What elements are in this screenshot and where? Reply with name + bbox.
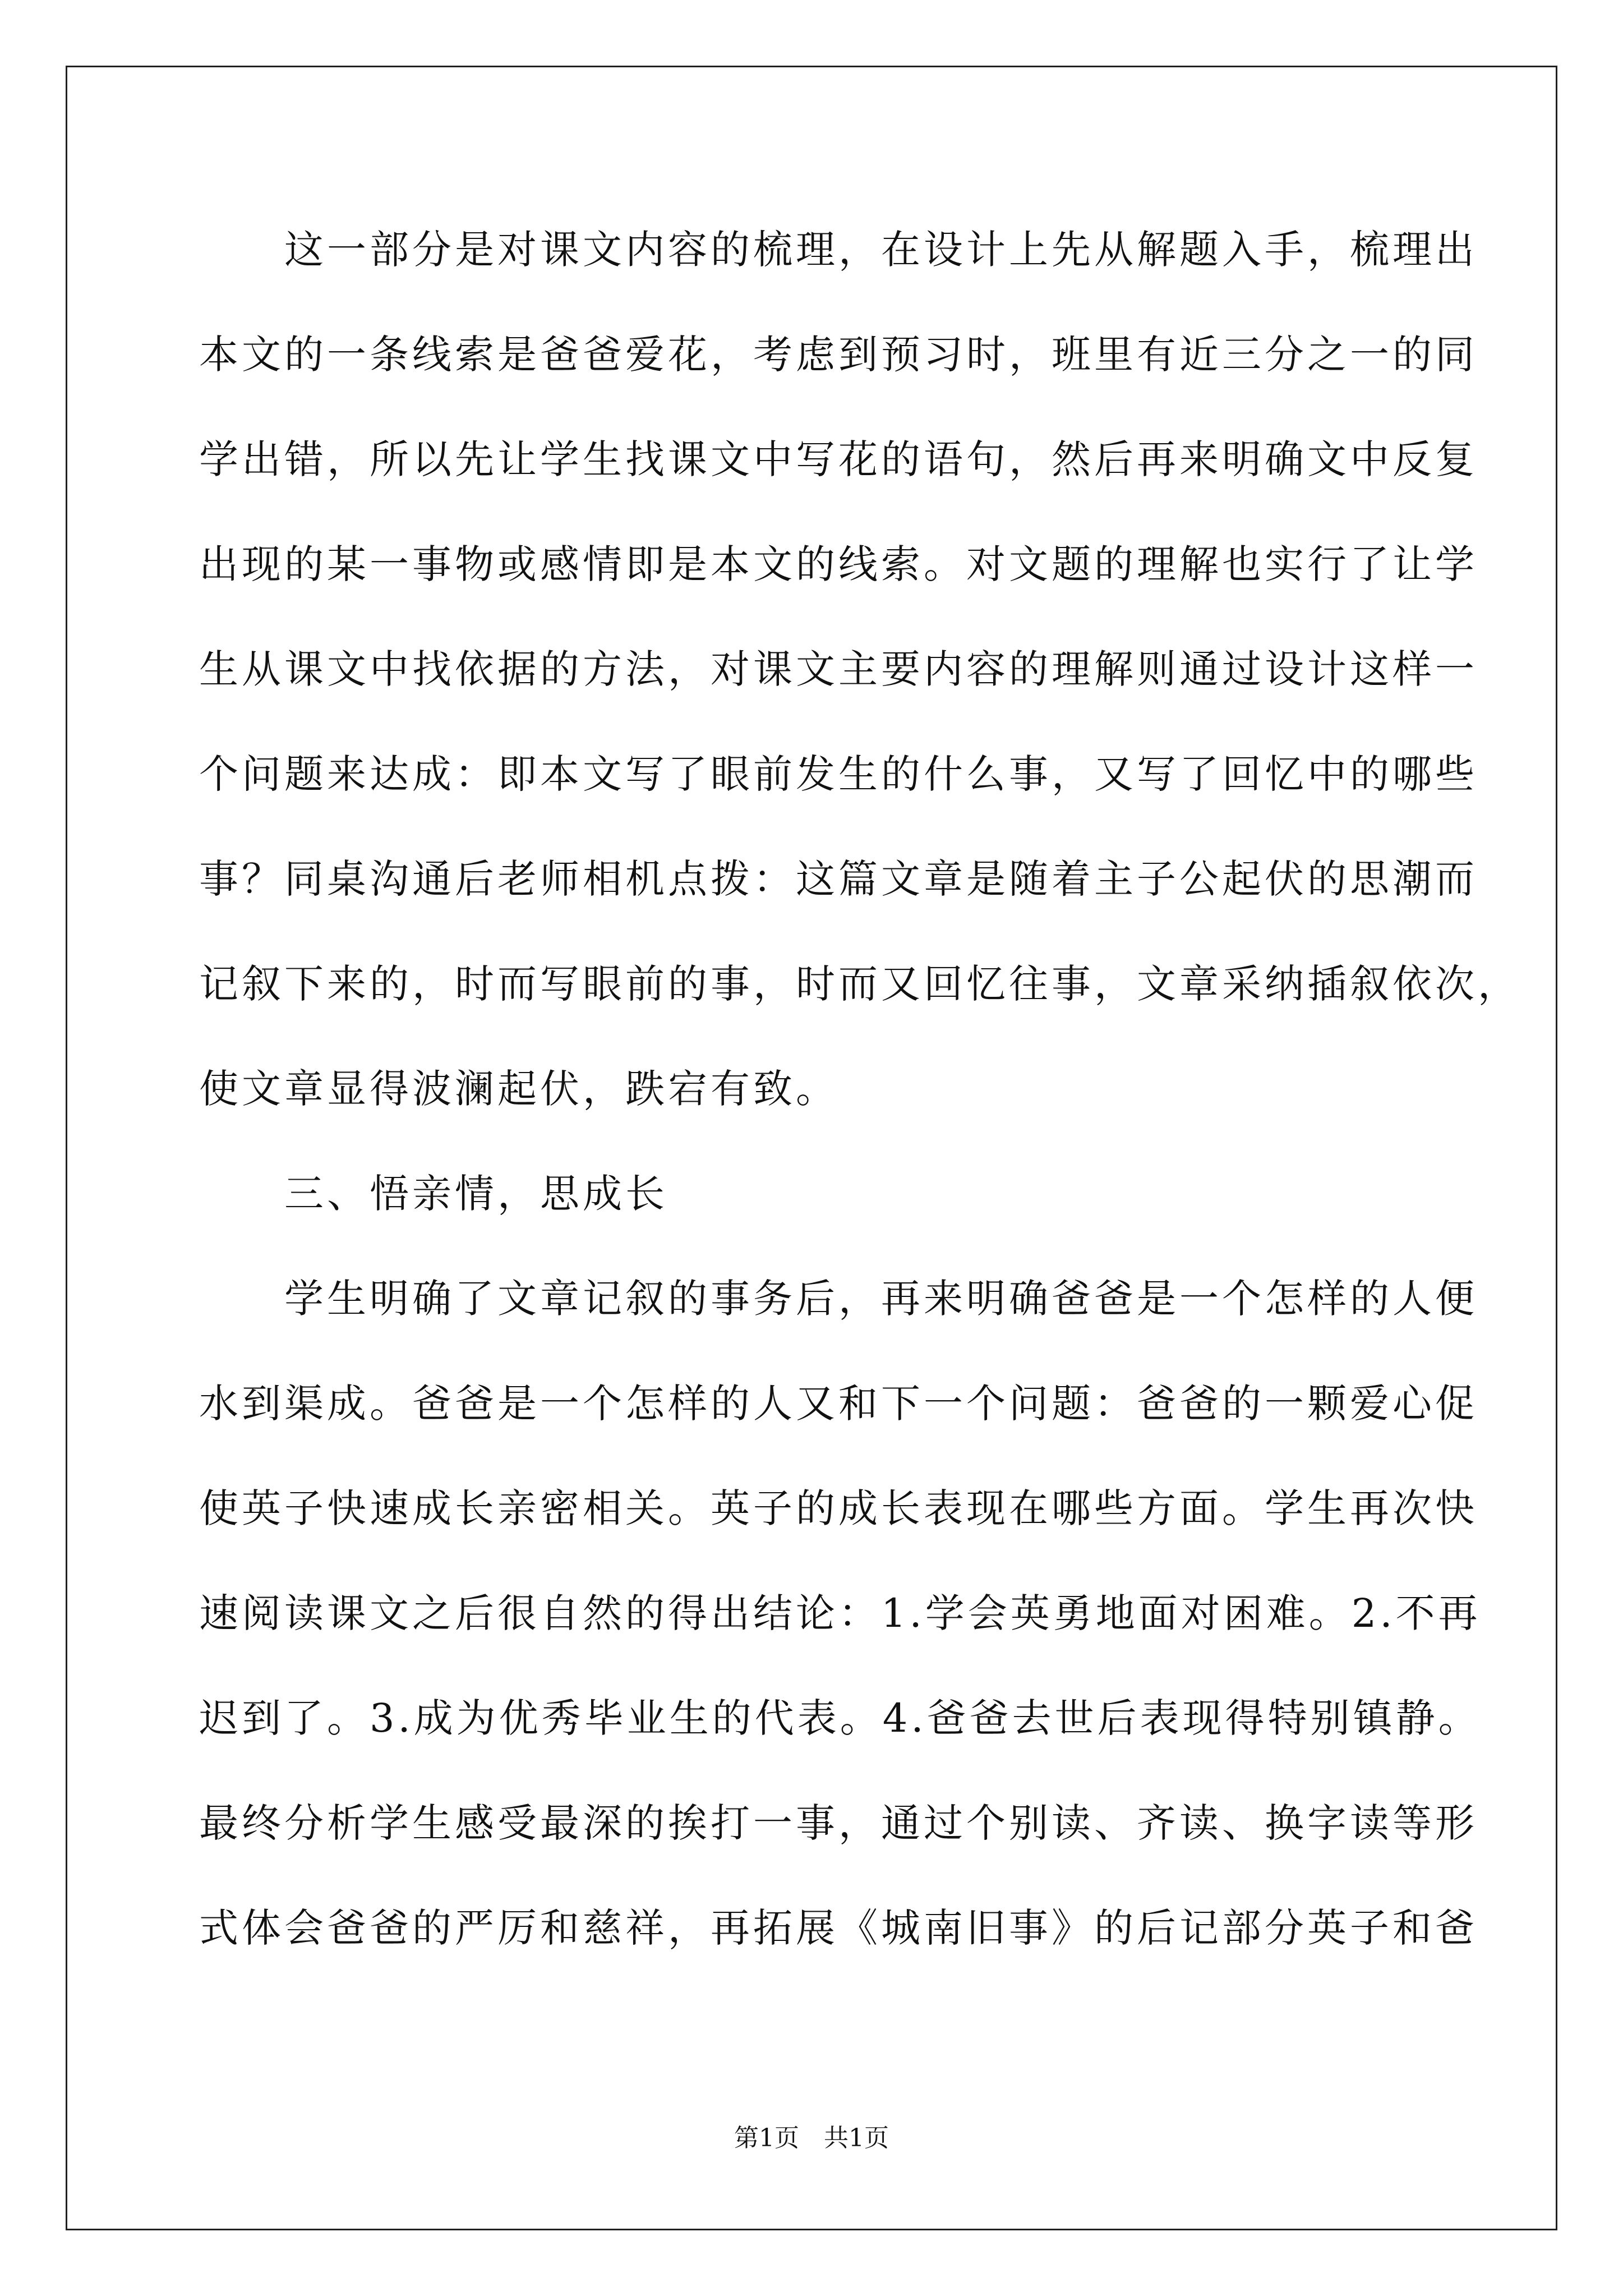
text-line: 记叙下来的，时而写眼前的事，时而又回忆往事，文章采纳插叙依次， [199, 961, 1520, 1007]
text-line: 式体会爸爸的严厉和慈祥，再拓展《城南旧事》的后记部分英子和爸 [199, 1905, 1478, 1951]
text-line: 迟到了。3.成为优秀毕业生的代表。4.爸爸去世后表现得特别镇静。 [199, 1695, 1481, 1741]
text-line: 事？同桌沟通后老师相机点拨：这篇文章是随着主子公起伏的思潮而 [199, 856, 1478, 902]
text-line: 使英子快速成长亲密相关。英子的成长表现在哪些方面。学生再次快 [199, 1485, 1478, 1531]
text-line: 水到渠成。爸爸是一个怎样的人又和下一个问题：爸爸的一颗爱心促 [199, 1381, 1478, 1427]
text-line: 学出错，所以先让学生找课文中写花的语句，然后再来明确文中反复 [199, 436, 1478, 482]
section-heading: 三、悟亲情，思成长 [199, 1171, 668, 1217]
text-line: 速阅读课文之后很自然的得出结论：1.学会英勇地面对困难。2.不再 [199, 1590, 1481, 1636]
text-line: 生从课文中找依据的方法，对课文主要内容的理解则通过设计这样一 [199, 646, 1478, 692]
text-line: 使文章显得波澜起伏，跌宕有致。 [199, 1066, 838, 1112]
text-line: 学生明确了文章记叙的事务后，再来明确爸爸是一个怎样的人便 [199, 1276, 1478, 1322]
text-line: 这一部分是对课文内容的梳理，在设计上先从解题入手，梳理出 [199, 227, 1478, 273]
text-line: 本文的一条线索是爸爸爱花，考虑到预习时，班里有近三分之一的同 [199, 332, 1478, 378]
text-line: 出现的某一事物或感情即是本文的线索。对文题的理解也实行了让学 [199, 541, 1478, 587]
page-number-footer: 第1页 共1页 [734, 2124, 889, 2152]
text-line: 个问题来达成：即本文写了眼前发生的什么事，又写了回忆中的哪些 [199, 751, 1478, 797]
text-line: 最终分析学生感受最深的挨打一事，通过个别读、齐读、换字读等形 [199, 1800, 1478, 1846]
